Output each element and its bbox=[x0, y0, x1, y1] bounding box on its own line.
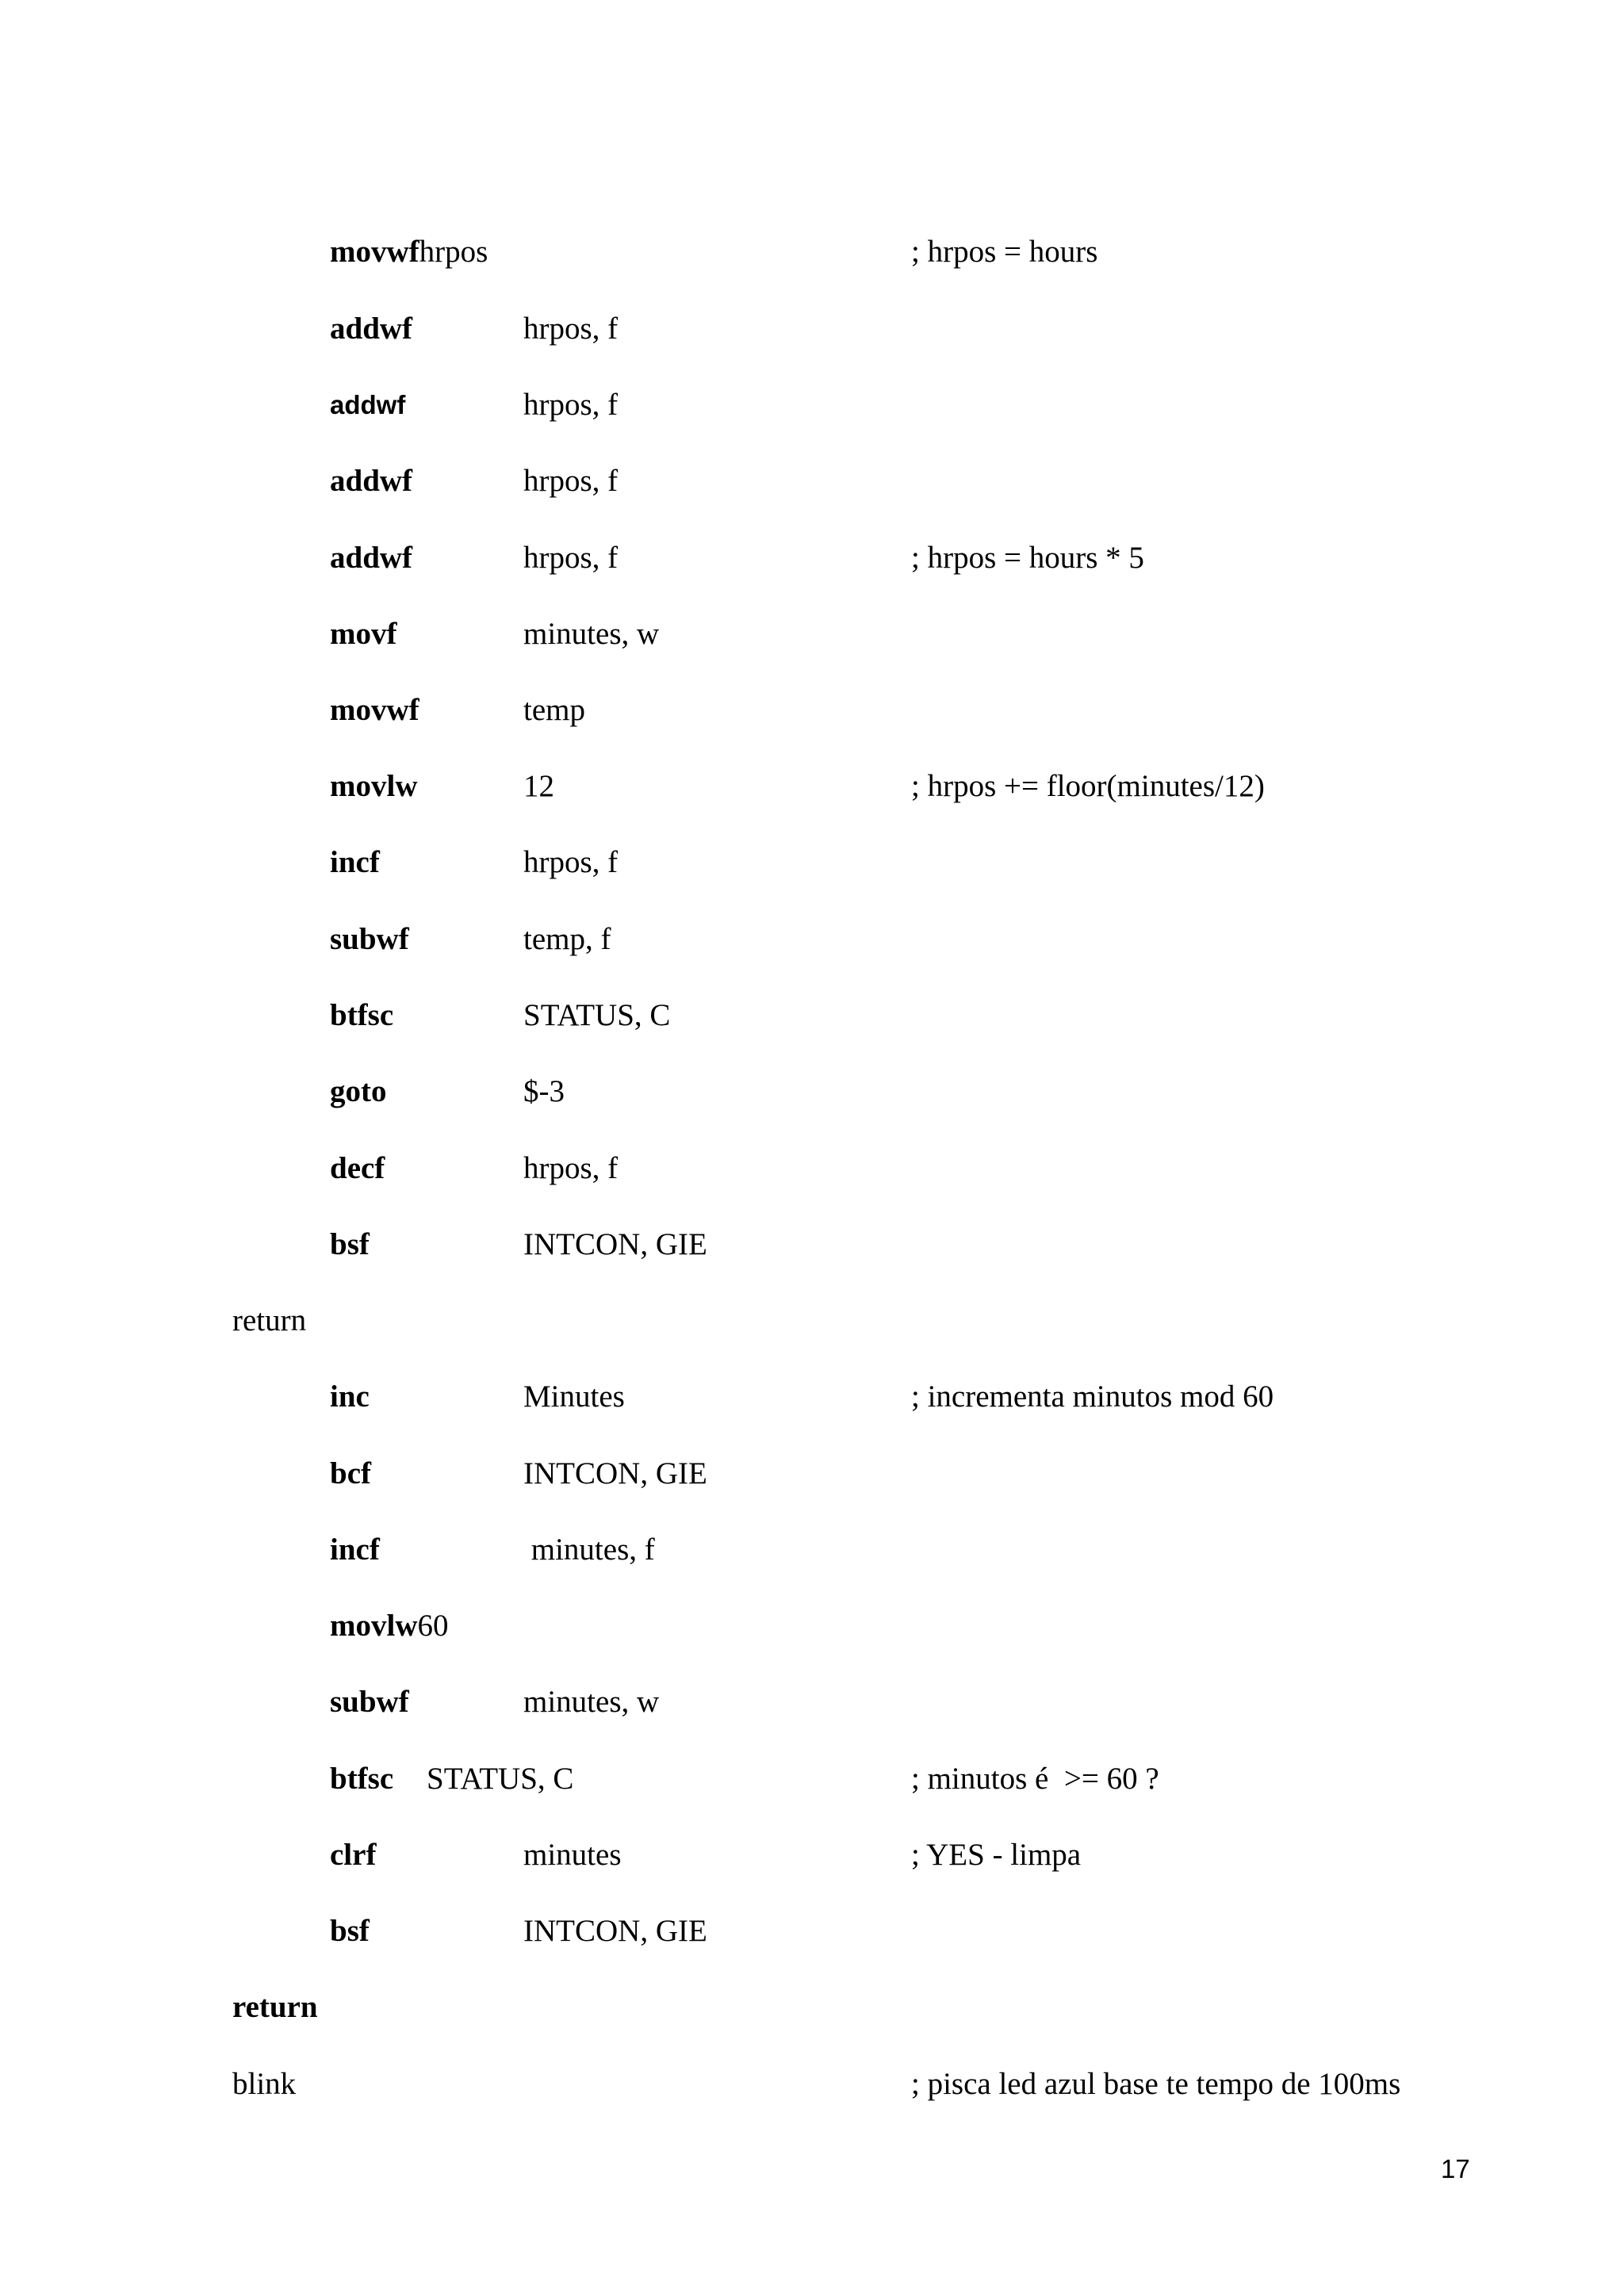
instruction-operand: temp bbox=[523, 693, 585, 727]
code-line bbox=[0, 916, 1624, 963]
code-line bbox=[0, 1831, 1624, 1879]
instruction-operand: Minutes bbox=[523, 1380, 625, 1414]
code-comment: ; hrpos += floor(minutes/12) bbox=[911, 769, 1265, 803]
instruction-operand: hrpos, f bbox=[523, 464, 619, 498]
code-label: return bbox=[232, 1303, 307, 1337]
code-line bbox=[0, 2061, 1624, 2108]
code-line bbox=[0, 1068, 1624, 1115]
code-comment: ; incrementa minutos mod 60 bbox=[911, 1380, 1274, 1414]
code-line bbox=[0, 992, 1624, 1039]
instruction-mnemonic: bsf bbox=[330, 1914, 370, 1948]
code-line bbox=[0, 381, 1624, 429]
code-label: blink bbox=[232, 2067, 297, 2101]
instruction-mnemonic: bsf bbox=[330, 1227, 370, 1261]
instruction-operand: minutes, w bbox=[523, 617, 660, 651]
code-line bbox=[0, 1526, 1624, 1574]
instruction-operand: STATUS, C bbox=[427, 1762, 574, 1796]
instruction-mnemonic: incf bbox=[330, 845, 380, 879]
instruction-mnemonic: movlw bbox=[330, 769, 418, 803]
code-line bbox=[0, 1984, 1624, 2031]
code-line bbox=[0, 687, 1624, 734]
code-line bbox=[0, 457, 1624, 505]
instruction-mnemonic: movwfhrpos bbox=[330, 235, 488, 269]
instruction-mnemonic: addwf bbox=[330, 541, 413, 575]
code-line bbox=[0, 305, 1624, 353]
instruction-operand: INTCON, GIE bbox=[523, 1227, 707, 1261]
code-comment: ; hrpos = hours * 5 bbox=[911, 541, 1144, 575]
instruction-mnemonic: bcf bbox=[330, 1456, 371, 1490]
instruction-operand: hrpos bbox=[419, 235, 488, 269]
code-line bbox=[0, 1755, 1624, 1803]
instruction-mnemonic: incf bbox=[330, 1533, 380, 1567]
code-line bbox=[0, 763, 1624, 810]
instruction-mnemonic: clrf bbox=[330, 1838, 377, 1872]
instruction-mnemonic: inc bbox=[330, 1380, 370, 1414]
instruction-operand: hrpos, f bbox=[523, 388, 619, 422]
instruction-mnemonic: btfsc bbox=[330, 998, 394, 1032]
instruction-operand: INTCON, GIE bbox=[523, 1914, 707, 1948]
instruction-operand: 60 bbox=[417, 1609, 449, 1643]
code-line bbox=[0, 1221, 1624, 1269]
code-line bbox=[0, 228, 1624, 276]
code-comment: ; YES - limpa bbox=[911, 1838, 1082, 1872]
instruction-mnemonic: goto bbox=[330, 1074, 387, 1108]
instruction-mnemonic: addwf bbox=[330, 390, 406, 419]
instruction-mnemonic: subwf bbox=[330, 922, 409, 956]
code-line bbox=[0, 1450, 1624, 1498]
instruction-operand: 12 bbox=[523, 769, 554, 803]
instruction-operand: hrpos, f bbox=[523, 845, 619, 879]
code-comment: ; minutos é >= 60 ? bbox=[911, 1762, 1159, 1796]
instruction-mnemonic: addwf bbox=[330, 464, 413, 498]
code-line bbox=[0, 1145, 1624, 1192]
code-line bbox=[0, 534, 1624, 582]
instruction-mnemonic: decf bbox=[330, 1151, 385, 1185]
instruction-mnemonic: movlw60 bbox=[330, 1609, 449, 1643]
code-line bbox=[0, 1297, 1624, 1345]
instruction-operand: hrpos, f bbox=[523, 1151, 619, 1185]
instruction-operand: $-3 bbox=[523, 1074, 565, 1108]
code-line bbox=[0, 1602, 1624, 1650]
code-comment: ; hrpos = hours bbox=[911, 235, 1098, 269]
code-label: return bbox=[232, 1990, 318, 2024]
instruction-mnemonic: movwf bbox=[330, 693, 419, 727]
code-line bbox=[0, 1373, 1624, 1421]
instruction-operand: hrpos, f bbox=[523, 541, 619, 575]
code-line bbox=[0, 610, 1624, 658]
instruction-mnemonic: subwf bbox=[330, 1685, 409, 1719]
instruction-operand: INTCON, GIE bbox=[523, 1456, 707, 1490]
instruction-operand: STATUS, C bbox=[523, 998, 671, 1032]
instruction-mnemonic: addwf bbox=[330, 312, 413, 346]
instruction-operand: minutes, w bbox=[523, 1685, 660, 1719]
instruction-mnemonic: btfsc bbox=[330, 1762, 394, 1796]
instruction-operand: minutes bbox=[523, 1838, 622, 1872]
instruction-mnemonic: movf bbox=[330, 617, 397, 651]
code-comment: ; pisca led azul base te tempo de 100ms bbox=[911, 2067, 1401, 2101]
instruction-operand: hrpos, f bbox=[523, 312, 619, 346]
code-line bbox=[0, 839, 1624, 886]
instruction-operand: temp, f bbox=[523, 922, 611, 956]
page-number: 17 bbox=[1441, 2154, 1470, 2183]
code-line bbox=[0, 1678, 1624, 1726]
instruction-operand: minutes, f bbox=[523, 1533, 655, 1567]
code-line bbox=[0, 1908, 1624, 1955]
